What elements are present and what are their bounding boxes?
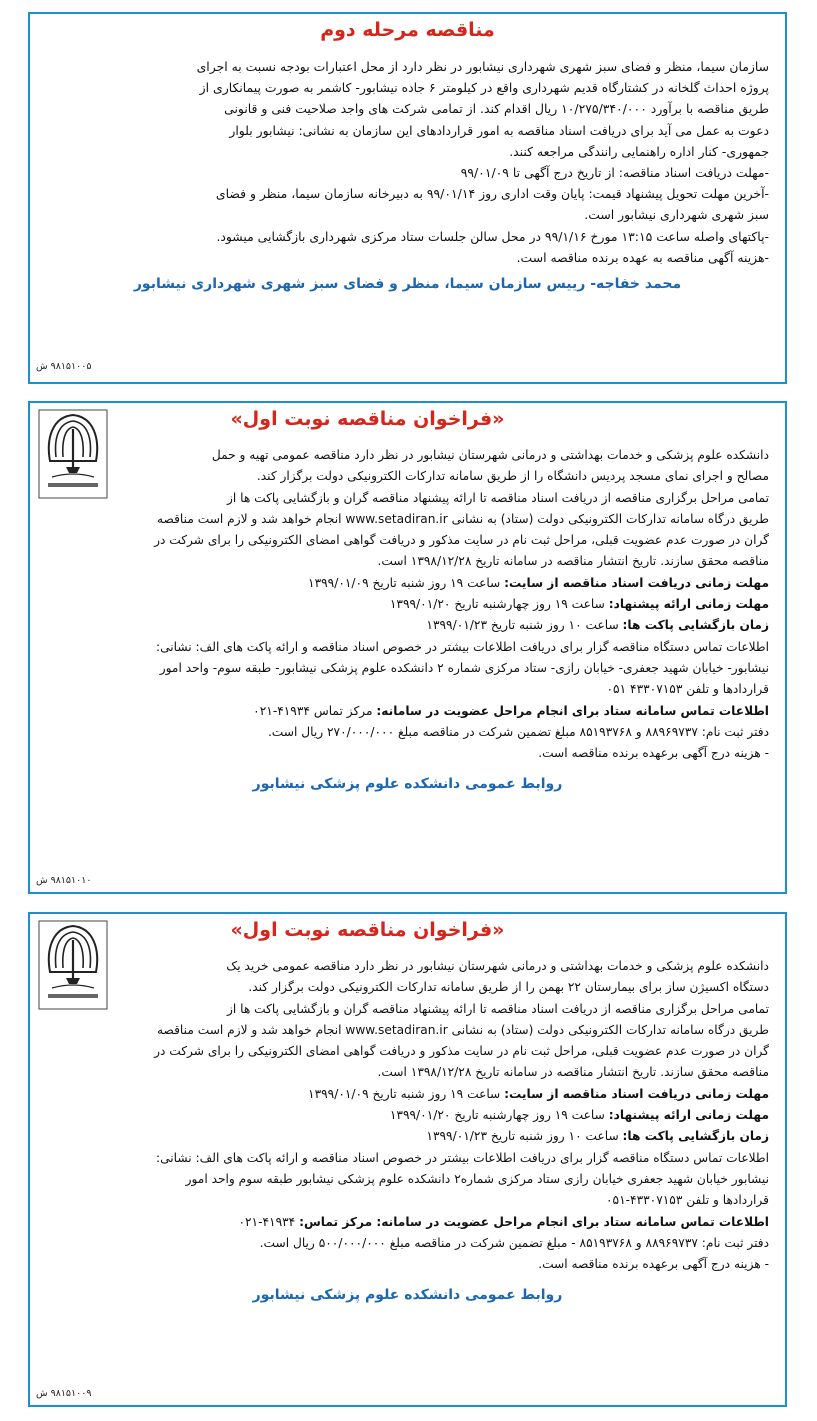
notice-title: مناقصه مرحله دوم xyxy=(320,19,495,41)
notice-line: طریق مناقصه با برآورد ۱۰/۲۷۵/۳۴۰/۰۰۰ ریال اقدام کند. از تمامی شرکت های واجد صلاحیت فنی و قانونی xyxy=(224,101,769,117)
setad-contact xyxy=(46,1212,769,1233)
opening-value: ساعت ۱۰ روز شنبه تاریخ ۱۳۹۹/۰۱/۲۳ xyxy=(426,618,619,633)
setad-contact xyxy=(46,701,769,722)
notice-line: دانشکده علوم پزشکی و خدمات بهداشتی و درمانی شهرستان نیشابور در نظر دارد مناقصه عمومی خرید یک xyxy=(226,959,769,973)
notice-line: دعوت به عمل می آید برای دریافت اسناد مناقصه به امور قراردادهای این سازمان به نشانی: نیشابور بلوار xyxy=(229,122,769,138)
contact-line: قراردادها و تلفن ۴۳۳۰۷۱۵۳-۰۵۱ xyxy=(605,1193,769,1208)
notice-line: گران در صورت عدم عضویت قبلی، مراحل ثبت نام در سایت مذکور و دریافت گواهی امضای الکترونیکی را برای شرکت در xyxy=(154,533,769,548)
setad-label: اطلاعات تماس سامانه ستاد برای انجام مراحل عضویت در سامانه: xyxy=(376,703,769,718)
setad-label: اطلاعات تماس سامانه ستاد برای انجام مراحل عضویت در سامانه: مرکز تماس: xyxy=(299,1214,769,1229)
setad-value: ۴۱۹۳۴-۰۲۱ xyxy=(238,1214,296,1229)
deadline-offer-label: مهلت زمانی ارائه پیشنهاد: xyxy=(608,597,769,612)
notice-line: طریق درگاه سامانه تدارکات الکترونیکی دولت (ستاد) به نشانی www.setadiran.ir انجام خواهد شد و لازم است مناقصه xyxy=(157,511,769,526)
notice-line: دانشکده علوم پزشکی و خدمات بهداشتی و درمانی شهرستان نیشابور در نظر دارد مناقصه عمومی تهیه و حمل xyxy=(211,448,769,462)
notice-signature: روابط عمومی دانشکده علوم پزشکی نیشابور xyxy=(252,1287,563,1304)
deadline-offer-value: ساعت ۱۹ روز چهارشنبه تاریخ ۱۳۹۹/۰۱/۲۰ xyxy=(389,597,605,612)
notice-body xyxy=(46,956,769,1303)
opening-time xyxy=(46,1126,769,1147)
office-line: دفتر ثبت نام: ۸۸۹۶۹۷۳۷ و ۸۵۱۹۳۷۶۸ - مبلغ تضمین شرکت در مناقصه مبلغ ۵۰۰/۰۰۰/۰۰۰ ریال است. xyxy=(259,1235,769,1250)
ad-code: ۹۸۱۵۱۰۱۰ ش xyxy=(36,875,92,886)
notice-line: مناقصه محقق سازند. تاریخ انتشار مناقصه در سامانه تاریخ ۱۳۹۸/۱۲/۲۸ است. xyxy=(377,1065,769,1080)
deadline-docs-label: مهلت زمانی دریافت اسناد مناقصه از سایت: xyxy=(504,575,769,590)
deadline-offer-value: ساعت ۱۹ روز چهارشنبه تاریخ ۱۳۹۹/۰۱/۲۰ xyxy=(389,1108,605,1123)
opening-label: زمان بازگشایی پاکت ها: xyxy=(622,618,769,633)
notice-body xyxy=(46,56,769,292)
notice-line: پروژه احداث گلخانه در کشتارگاه قدیم شهرداری واقع در کیلومتر ۶ جاده نیشابور- کاشمر به صورت پیمانکاری از xyxy=(199,80,769,96)
notice-title: «فراخوان مناقصه نوبت اول» xyxy=(230,408,505,430)
notice-line: -مهلت دریافت اسناد مناقصه: از تاریخ درج آگهی تا ۹۹/۰۱/۰۹ xyxy=(460,165,769,181)
cost-line: - هزینه درج آگهی برعهده برنده مناقصه است. xyxy=(538,1257,769,1272)
notice-body xyxy=(46,445,769,792)
notice-line: -هزینه آگهی مناقصه به عهده برنده مناقصه است. xyxy=(516,249,769,265)
notice-line: -آخرین مهلت تحویل پیشنهاد قیمت: پایان وقت اداری روز ۹۹/۰۱/۱۴ به دبیرخانه سازمان سیما، منظر و فضای xyxy=(215,186,769,202)
notice-signature: محمد خفاجه- رییس سازمان سیما، منظر و فضای سبز شهری شهرداری نیشابور xyxy=(133,276,682,293)
notice-line: مناقصه محقق سازند. تاریخ انتشار مناقصه در سامانه تاریخ ۱۳۹۸/۱۲/۲۸ است. xyxy=(377,554,769,569)
notice-line: جمهوری- کنار اداره راهنمایی رانندگی مراجعه کنند. xyxy=(509,143,769,159)
notice-tender-first-call-2 xyxy=(28,912,787,1407)
office-line: دفتر ثبت نام: ۸۸۹۶۹۷۳۷ و ۸۵۱۹۳۷۶۸ مبلغ تضمین شرکت در مناقصه مبلغ ۲۷۰/۰۰۰/۰۰۰ ریال است. xyxy=(267,724,769,739)
deadline-offer xyxy=(46,1105,769,1126)
notice-second-stage xyxy=(28,12,787,384)
contact-line: نیشابور- خیابان شهید جعفری- خیابان رازی- ستاد مرکزی شماره ۲ دانشکده علوم پزشکی نیشابور- طبقه سوم- واحد امور xyxy=(159,660,769,675)
notice-line: -پاکتهای واصله ساعت ۱۳:۱۵ مورخ ۹۹/۱/۱۶ در محل سالن جلسات ستاد مرکزی شهرداری بازگشایی میشود. xyxy=(216,228,769,244)
ad-code: ۹۸۱۵۱۰۰۹ ش xyxy=(36,1388,92,1399)
notice-line: تمامی مراحل برگزاری مناقصه از دریافت اسناد مناقصه تا ارائه پیشنهاد مناقصه گران و بازگشایی پاکت ها از xyxy=(226,1001,769,1016)
contact-line: قراردادها و تلفن ۴۳۳۰۷۱۵۳ ۰۵۱ xyxy=(606,682,769,697)
deadline-offer xyxy=(46,594,769,615)
deadline-docs-label: مهلت زمانی دریافت اسناد مناقصه از سایت: xyxy=(504,1086,769,1101)
deadline-docs-value: ساعت ۱۹ روز شنبه تاریخ ۱۳۹۹/۰۱/۰۹ xyxy=(308,1086,501,1101)
cost-line: - هزینه درج آگهی برعهده برنده مناقصه است. xyxy=(538,746,769,761)
notice-tender-first-call-1 xyxy=(28,401,787,894)
opening-label: زمان بازگشایی پاکت ها: xyxy=(622,1129,769,1144)
notice-line: طریق درگاه سامانه تدارکات الکترونیکی دولت (ستاد) به نشانی www.setadiran.ir انجام خواهد شد و لازم است مناقصه xyxy=(157,1022,769,1037)
deadline-offer-label: مهلت زمانی ارائه پیشنهاد: xyxy=(608,1108,769,1123)
notice-title: «فراخوان مناقصه نوبت اول» xyxy=(230,919,505,941)
notice-line: تمامی مراحل برگزاری مناقصه از دریافت اسناد مناقصه تا ارائه پیشنهاد مناقصه گران و بازگشایی پاکت ها از xyxy=(226,490,769,505)
ad-code: ۹۸۱۵۱۰۰۵ ش xyxy=(36,361,92,372)
notice-signature: روابط عمومی دانشکده علوم پزشکی نیشابور xyxy=(252,776,563,793)
notice-line: سازمان سیما، منظر و فضای سبز شهری شهرداری نیشابور در نظر دارد از محل اعتبارات بودجه نسبت به اجرای xyxy=(196,59,769,74)
notice-line: دستگاه اکسیژن ساز برای بیمارستان ۲۲ بهمن را از طریق سامانه تدارکات الکترونیکی دولت برگزار کند. xyxy=(248,980,769,995)
contact-line: اطلاعات تماس دستگاه مناقصه گزار برای دریافت اطلاعات بیشتر در خصوص اسناد مناقصه و ارائه پاکت های الف: نشانی: xyxy=(156,1150,769,1165)
opening-time xyxy=(46,615,769,636)
contact-line: اطلاعات تماس دستگاه مناقصه گزار برای دریافت اطلاعات بیشتر در خصوص اسناد مناقصه و ارائه پاکت های الف: نشانی: xyxy=(156,639,769,654)
deadline-docs xyxy=(46,573,769,594)
deadline-docs-value: ساعت ۱۹ روز شنبه تاریخ ۱۳۹۹/۰۱/۰۹ xyxy=(308,575,501,590)
notice-line: گران در صورت عدم عضویت قبلی، مراحل ثبت نام در سایت مذکور و دریافت گواهی امضای الکترونیکی را برای شرکت در xyxy=(154,1044,769,1059)
setad-value: مرکز تماس ۴۱۹۳۴-۰۲۱ xyxy=(253,703,373,718)
notice-line: مصالح و اجرای نمای مسجد پردیس دانشگاه را از طریق سامانه تدارکات الکترونیکی دولت برگزار کند. xyxy=(256,469,769,484)
deadline-docs xyxy=(46,1084,769,1105)
contact-line: نیشابور خیابان شهید جعفری خیابان رازی ستاد مرکزی شماره۲ دانشکده علوم پزشکی نیشابور طبقه سوم واحد امور xyxy=(185,1171,769,1186)
notice-line: سبز شهری شهرداری نیشابور است. xyxy=(584,207,769,223)
opening-value: ساعت ۱۰ روز شنبه تاریخ ۱۳۹۹/۰۱/۲۳ xyxy=(426,1129,619,1144)
